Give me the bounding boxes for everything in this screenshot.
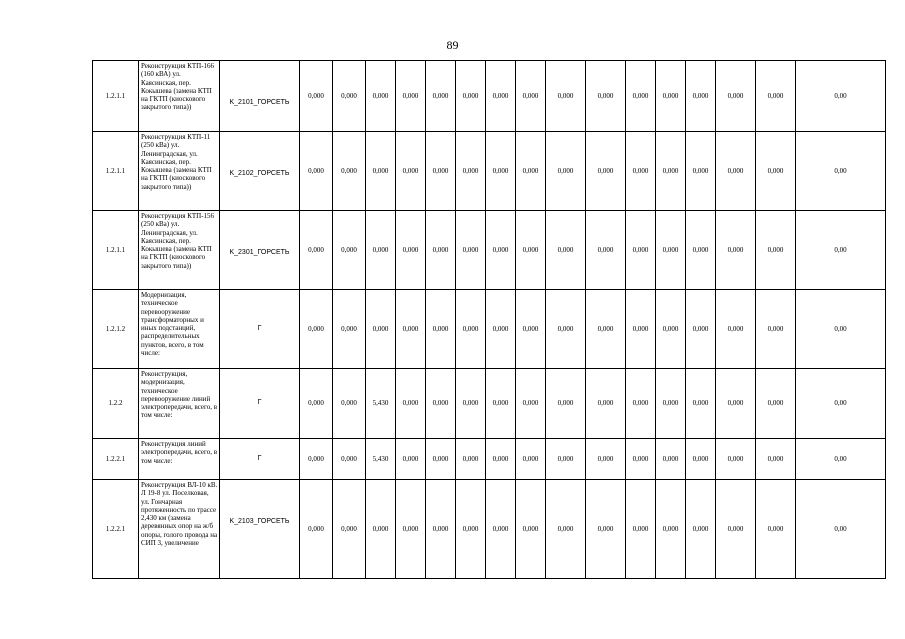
value-cell-text: 0,000 [372,324,389,333]
value-cell-text: 0,000 [522,399,539,408]
row-code-cell-text: Г [257,399,262,407]
value-cell [426,290,456,369]
value-cell-text: 0,00 [834,399,847,408]
value-cell [486,132,516,211]
row-code-cell-text: K_2301_ГОРСЕТЬ [229,249,290,256]
value-cell [546,369,586,439]
value-cell-text: 0,000 [432,91,449,100]
value-cell [586,61,626,132]
value-cell-text: 0,000 [432,245,449,254]
value-cell [716,211,756,290]
table-row [93,61,886,132]
value-cell-text: 0,000 [662,91,679,100]
value-cell [686,369,716,439]
value-cell [300,132,333,211]
value-cell [396,61,426,132]
value-cell [626,439,656,480]
value-cell-text: 0,000 [727,524,744,533]
value-cell-text: 0,000 [462,524,479,533]
value-cell-text: 0,000 [432,524,449,533]
value-cell [366,439,396,480]
value-cell-text: 0,000 [632,524,649,533]
value-cell [796,439,886,480]
value-cell [656,211,686,290]
value-cell-text: 0,000 [372,245,389,254]
value-cell [300,211,333,290]
value-cell-text: 0,000 [402,399,419,408]
value-cell-text: 0,000 [767,524,784,533]
value-cell-text: 0,000 [372,166,389,175]
value-cell-text: 0,000 [767,245,784,254]
value-cell [426,211,456,290]
value-cell-text: 5,430 [372,454,389,463]
value-cell-text: 0,000 [402,524,419,533]
value-cell [756,290,796,369]
value-cell [333,369,366,439]
value-cell [516,61,546,132]
value-cell [756,132,796,211]
value-cell [626,290,656,369]
value-cell [300,61,333,132]
row-code-cell-text: Г [257,454,262,462]
value-cell-text: 0,000 [727,245,744,254]
table-row [93,439,886,480]
value-cell-text: 0,000 [767,454,784,463]
value-cell-text: 0,000 [767,91,784,100]
row-name-cell-text: Реконструкция КТП-166 (160 кВА) ул. Каясинская, пер. Кокышева (замена КТП на ГКТП (киоскового закрытого типа)) [141,62,215,112]
value-cell [300,369,333,439]
value-cell-text: 0,000 [432,324,449,333]
row-number-cell [93,439,139,480]
value-cell [516,132,546,211]
value-cell-text: 0,000 [632,324,649,333]
value-cell [516,290,546,369]
value-cell-text: 0,000 [632,166,649,175]
row-name-cell-text: Реконструкция КТП-11 (250 кВа) ул. Ленинградская, ул. Каясинская, пер. Кокышева (замена КТП на ГКТП (киоскового закрытого типа)) [141,133,212,191]
value-cell [366,132,396,211]
value-cell-text: 0,000 [557,245,574,254]
value-cell-text: 0,000 [492,91,509,100]
value-cell [486,369,516,439]
value-cell [586,369,626,439]
value-cell-text: 0,000 [597,454,614,463]
row-code-cell [220,211,300,290]
value-cell [756,61,796,132]
value-cell-text: 0,00 [834,454,847,463]
value-cell [516,369,546,439]
value-cell [796,369,886,439]
value-cell [300,439,333,480]
value-cell-text: 0,000 [632,454,649,463]
value-cell [333,480,366,579]
value-cell [546,211,586,290]
table-row [93,290,886,369]
value-cell-text: 0,00 [834,166,847,175]
value-cell [396,480,426,579]
value-cell-text: 0,000 [557,399,574,408]
value-cell [426,132,456,211]
value-cell-text: 0,000 [341,324,357,333]
value-cell [333,211,366,290]
value-cell-text: 0,000 [402,454,419,463]
value-cell [546,61,586,132]
value-cell-text: 0,000 [308,454,324,463]
value-cell [366,211,396,290]
value-cell-text: 0,00 [834,324,847,333]
value-cell [656,61,686,132]
value-cell [756,369,796,439]
row-number-cell-text: 1.2.1.2 [105,324,126,333]
value-cell [656,132,686,211]
value-cell-text: 0,000 [557,454,574,463]
row-code-cell [220,61,300,132]
value-cell [546,480,586,579]
value-cell [686,480,716,579]
value-cell [586,132,626,211]
value-cell-text: 0,000 [632,245,649,254]
value-cell-text: 0,00 [834,524,847,533]
value-cell-text: 0,000 [462,454,479,463]
value-cell [686,439,716,480]
value-cell-text: 0,000 [632,399,649,408]
value-cell [716,369,756,439]
table-row [93,480,886,579]
value-cell-text: 0,000 [522,324,539,333]
row-number-cell [93,290,139,369]
value-cell-text: 0,000 [462,245,479,254]
value-cell-text: 5,430 [372,399,389,408]
value-cell-text: 0,000 [462,399,479,408]
value-cell [486,480,516,579]
value-cell-text: 0,000 [341,91,357,100]
value-cell-text: 0,000 [662,454,679,463]
value-cell [546,290,586,369]
value-cell-text: 0,000 [692,245,709,254]
value-cell-text: 0,000 [492,524,509,533]
value-cell-text: 0,000 [597,524,614,533]
page-number: 89 [446,38,459,52]
value-cell [486,61,516,132]
value-cell [656,369,686,439]
row-name-cell-text: Реконструкция, модернизация, техническое перевооружение линий электропередачи, всего, в том числе: [141,370,218,420]
value-cell [456,290,486,369]
value-cell-text: 0,000 [692,91,709,100]
row-name-cell [139,290,220,369]
value-cell-text: 0,000 [341,524,357,533]
value-cell [626,369,656,439]
value-cell-text: 0,000 [557,524,574,533]
value-cell-text: 0,000 [692,454,709,463]
value-cell [796,290,886,369]
value-cell [626,132,656,211]
row-code-cell-text: K_2101_ГОРСЕТЬ [229,99,290,106]
value-cell [686,61,716,132]
value-cell-text: 0,000 [341,166,357,175]
row-code-cell [220,439,300,480]
row-name-cell-text: Реконструкция линий электропередачи, всего, в том числе: [141,440,218,465]
value-cell-text: 0,000 [402,166,419,175]
value-cell [796,480,886,579]
value-cell-text: 0,000 [597,91,614,100]
value-cell [396,369,426,439]
value-cell [456,480,486,579]
value-cell [586,480,626,579]
value-cell [333,132,366,211]
value-cell [396,290,426,369]
value-cell-text: 0,000 [662,245,679,254]
value-cell [486,439,516,480]
value-cell [456,61,486,132]
value-cell [716,290,756,369]
value-cell-text: 0,000 [308,399,324,408]
value-cell [756,480,796,579]
value-cell [396,211,426,290]
value-cell [426,439,456,480]
value-cell-text: 0,000 [662,324,679,333]
row-number-cell-text: 1.2.2.1 [105,454,126,463]
value-cell [796,132,886,211]
value-cell-text: 0,000 [432,166,449,175]
value-cell-text: 0,000 [308,524,324,533]
value-cell-text: 0,000 [341,454,357,463]
value-cell-text: 0,000 [727,166,744,175]
row-code-cell-text: K_2103_ГОРСЕТЬ [229,518,290,525]
value-cell [486,290,516,369]
value-cell [546,439,586,480]
value-cell [516,211,546,290]
value-cell-text: 0,000 [462,166,479,175]
row-number-cell-text: 1.2.2.1 [105,524,126,533]
value-cell-text: 0,000 [308,324,324,333]
value-cell-text: 0,000 [492,454,509,463]
value-cell-text: 0,000 [557,166,574,175]
value-cell [796,211,886,290]
value-cell-text: 0,000 [597,245,614,254]
value-cell [716,439,756,480]
value-cell-text: 0,000 [432,454,449,463]
row-number-cell [93,480,139,579]
value-cell [396,439,426,480]
value-cell-text: 0,000 [662,166,679,175]
value-cell-text: 0,000 [692,399,709,408]
value-cell-text: 0,000 [597,166,614,175]
row-number-cell [93,61,139,132]
row-code-cell [220,290,300,369]
table-row [93,211,886,290]
value-cell-text: 0,000 [522,166,539,175]
value-cell-text: 0,000 [692,324,709,333]
row-number-cell-text: 1.2.1.1 [105,166,126,175]
row-number-cell-text: 1.2.2 [108,399,123,408]
value-cell-text: 0,000 [402,91,419,100]
value-cell-text: 0,000 [372,91,389,100]
table-row [93,369,886,439]
value-cell [656,290,686,369]
value-cell-text: 0,000 [462,324,479,333]
row-name-cell [139,211,220,290]
value-cell [626,61,656,132]
row-number-cell-text: 1.2.1.1 [105,91,126,100]
value-cell-text: 0,000 [492,245,509,254]
value-cell-text: 0,000 [308,245,324,254]
value-cell-text: 0,000 [767,324,784,333]
row-number-cell [93,211,139,290]
value-cell-text: 0,000 [522,245,539,254]
row-code-cell [220,369,300,439]
value-cell [716,132,756,211]
value-cell [426,369,456,439]
value-cell [300,290,333,369]
value-cell [456,211,486,290]
investment-table [92,60,886,579]
row-code-cell-text: K_2102_ГОРСЕТЬ [229,170,290,177]
value-cell-text: 0,000 [341,245,357,254]
value-cell [366,290,396,369]
row-name-cell [139,439,220,480]
value-cell [366,369,396,439]
value-cell [586,439,626,480]
value-cell-text: 0,000 [492,399,509,408]
value-cell-text: 0,000 [492,166,509,175]
value-cell-text: 0,000 [308,91,324,100]
value-cell [516,439,546,480]
value-cell [686,290,716,369]
value-cell [586,290,626,369]
value-cell [366,480,396,579]
value-cell-text: 0,00 [834,245,847,254]
value-cell [456,132,486,211]
value-cell-text: 0,000 [522,454,539,463]
value-cell-text: 0,000 [557,91,574,100]
value-cell-text: 0,000 [557,324,574,333]
value-cell [456,439,486,480]
value-cell-text: 0,000 [597,399,614,408]
value-cell-text: 0,000 [308,166,324,175]
row-code-cell-text: Г [257,324,262,332]
value-cell [456,369,486,439]
value-cell-text: 0,000 [662,399,679,408]
value-cell-text: 0,000 [341,399,357,408]
value-cell-text: 0,000 [632,91,649,100]
value-cell-text: 0,00 [834,91,847,100]
row-name-cell [139,132,220,211]
value-cell-text: 0,000 [462,91,479,100]
value-cell [796,61,886,132]
value-cell-text: 0,000 [767,399,784,408]
value-cell-text: 0,000 [432,399,449,408]
value-cell-text: 0,000 [727,324,744,333]
value-cell-text: 0,000 [522,524,539,533]
row-name-cell [139,61,220,132]
value-cell [486,211,516,290]
row-name-cell-text: Реконструкция КТП-156 (250 кВа) ул. Ленинградская, ул. Каясинская, пер. Кокышева (замена КТП на ГКТП (киоскового закрытого типа)) [141,212,215,270]
value-cell-text: 0,000 [372,524,389,533]
row-name-cell-text: Реконструкция ВЛ-10 кВ. Л 19-8 ул. Поселковая, ул. Гончарная протяженность по трассе 2,430 км (замена деревянных опор на ж/б опоры, голого провода на СИП 3, увеличение [141,481,218,547]
value-cell [586,211,626,290]
value-cell [333,290,366,369]
value-cell [686,132,716,211]
value-cell [656,480,686,579]
value-cell-text: 0,000 [522,91,539,100]
value-cell [756,211,796,290]
value-cell [546,132,586,211]
value-cell-text: 0,000 [402,245,419,254]
row-name-cell-text: Модернизация, техническое перевооружение трансформаторных и иных подстанций, распределительных пунктов, всего, в том числе: [141,291,204,357]
value-cell [333,61,366,132]
value-cell-text: 0,000 [727,399,744,408]
value-cell [426,61,456,132]
row-code-cell [220,480,300,579]
value-cell [426,480,456,579]
value-cell-text: 0,000 [692,524,709,533]
value-cell [716,61,756,132]
value-cell [716,480,756,579]
row-name-cell [139,369,220,439]
value-cell [300,480,333,579]
value-cell [626,211,656,290]
value-cell-text: 0,000 [727,454,744,463]
value-cell [366,61,396,132]
value-cell-text: 0,000 [692,166,709,175]
value-cell-text: 0,000 [767,166,784,175]
table-row [93,132,886,211]
row-number-cell-text: 1.2.1.1 [105,245,126,254]
row-number-cell [93,132,139,211]
value-cell [626,480,656,579]
value-cell [686,211,716,290]
value-cell [656,439,686,480]
value-cell [396,132,426,211]
value-cell [756,439,796,480]
value-cell [516,480,546,579]
row-name-cell [139,480,220,579]
value-cell-text: 0,000 [492,324,509,333]
value-cell-text: 0,000 [727,91,744,100]
row-code-cell [220,132,300,211]
value-cell [333,439,366,480]
value-cell-text: 0,000 [402,324,419,333]
row-number-cell [93,369,139,439]
value-cell-text: 0,000 [597,324,614,333]
value-cell-text: 0,000 [662,524,679,533]
